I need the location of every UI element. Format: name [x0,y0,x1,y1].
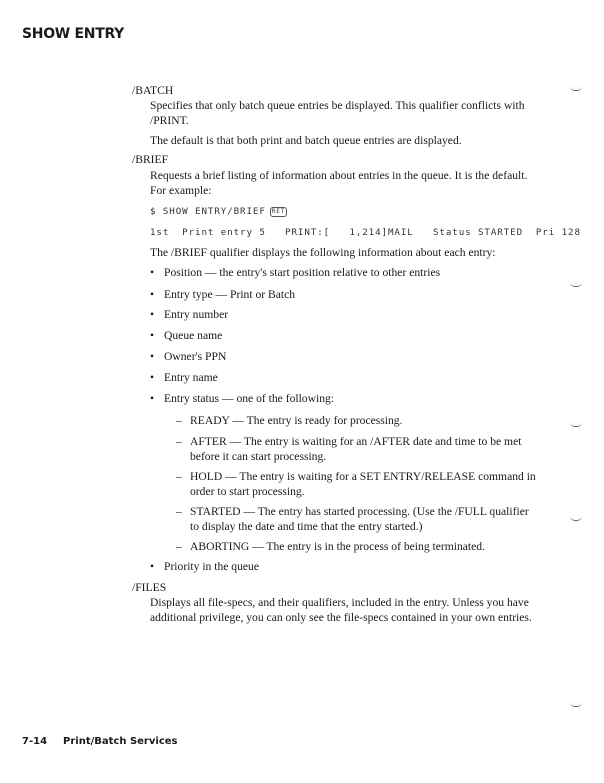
status-item-ready: – READY — The entry is ready for processing. [190,414,403,428]
return-key-icon: RET [271,208,286,215]
bullet-item: • Entry type — Print or Batch [164,288,295,302]
status-item-started: – STARTED — The entry has started processing. (Use the /FULL qualifier [190,505,529,519]
files-desc-line: Displays all file-specs, and their qualifiers, included in the entry. Unless you have [150,596,529,609]
status-item-hold: – HOLD — The entry is waiting for a SET ENTRY/RELEASE command in [190,470,536,484]
bullet-item: • Entry name [164,371,218,385]
command-text: $ SHOW ENTRY/BRIEF [150,206,266,217]
status-item-aborting: – ABORTING — The entry is in the process of being terminated. [190,540,485,554]
margin-mark [570,516,582,521]
example-output: 1st Print entry 5 PRINT:[ 1,214]MAIL Status STARTED Pri 128 [150,227,581,238]
bullet-item: • Position — the entry's start position relative to other entries [164,266,440,280]
batch-default: The default is that both print and batch queue entries are displayed. [150,134,462,147]
status-item-after-cont: before it can start processing. [190,450,327,463]
bullet-item: • Entry number [164,308,228,322]
footer [22,735,177,749]
margin-mark [570,282,582,287]
example-command [150,205,287,219]
page-number: 7-14 [22,736,48,747]
bullet-item: • Owner's PPN [164,350,226,364]
brief-desc-line: For example: [150,184,212,197]
page-title: SHOW ENTRY [22,26,125,42]
status-item-started-cont: to display the date and time that the entry started.) [190,520,423,533]
qualifier-batch: /BATCH [132,84,174,97]
batch-desc-line: /PRINT. [150,114,189,127]
status-item-after: – AFTER — The entry is waiting for an /AFTER date and time to be met [190,435,521,449]
brief-intro: The /BRIEF qualifier displays the following information about each entry: [150,246,496,259]
margin-mark [570,422,582,427]
bullet-item: • Queue name [164,329,222,343]
section-name: Print/Batch Services [63,736,178,747]
status-item-hold-cont: order to start processing. [190,485,305,498]
brief-desc-line: Requests a brief listing of information about entries in the queue. It is the default. [150,169,528,182]
bullet-item: • Entry status — one of the following: [164,392,334,406]
files-desc-line: additional privilege, you can only see the file-specs contained in your own entries. [150,611,532,624]
margin-mark [570,86,582,91]
batch-desc-line: Specifies that only batch queue entries be displayed. This qualifier conflicts with [150,99,525,112]
margin-mark [570,702,582,707]
bullet-item: • Priority in the queue [164,560,259,574]
qualifier-brief: /BRIEF [132,153,169,166]
qualifier-files: /FILES [132,581,167,594]
